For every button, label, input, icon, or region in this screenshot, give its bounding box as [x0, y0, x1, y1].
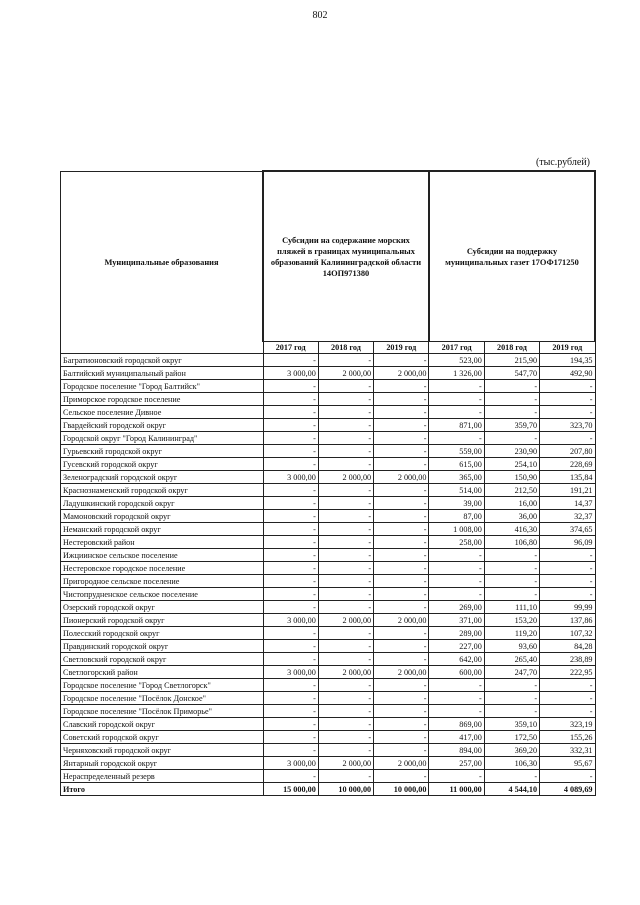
newspaper-subsidy-cell: 332,31 — [540, 744, 595, 757]
table-row — [61, 666, 596, 679]
beach-subsidy-cell: 15 000,00 — [263, 783, 318, 796]
newspaper-subsidy-cell: 87,00 — [429, 510, 484, 523]
beach-subsidy-cell: - — [374, 354, 429, 367]
newspaper-subsidy-cell: 135,84 — [540, 471, 595, 484]
newspaper-subsidy-cell: 547,70 — [484, 367, 539, 380]
beach-subsidy-cell: - — [318, 601, 373, 614]
header-beach-subsidies: Субсидии на содержание морских пляжей в границах муниципальных образований Калининградской области 14ОП971380 — [263, 171, 429, 342]
table-row — [61, 562, 596, 575]
beach-subsidy-cell: - — [263, 640, 318, 653]
municipality-name: Городское поселение "Город Светлогорск" — [61, 679, 264, 692]
newspaper-subsidy-cell: - — [484, 380, 539, 393]
newspaper-subsidy-cell: 215,90 — [484, 354, 539, 367]
municipality-name: Гвардейский городской округ — [61, 419, 264, 432]
municipality-name: Нестеровское городское поселение — [61, 562, 264, 575]
beach-subsidy-cell: - — [318, 406, 373, 419]
newspaper-subsidy-cell: - — [540, 770, 595, 783]
newspaper-subsidy-cell: 93,60 — [484, 640, 539, 653]
beach-subsidy-cell: - — [263, 458, 318, 471]
beach-subsidy-cell: - — [318, 653, 373, 666]
header-municipal: Муниципальные образования — [61, 171, 264, 354]
newspaper-subsidy-cell: - — [484, 588, 539, 601]
newspaper-subsidy-cell: 600,00 — [429, 666, 484, 679]
beach-subsidy-cell: - — [374, 588, 429, 601]
newspaper-subsidy-cell: - — [429, 679, 484, 692]
table-row — [61, 497, 596, 510]
beach-subsidy-cell: - — [263, 393, 318, 406]
table-row — [61, 354, 596, 367]
table-row — [61, 484, 596, 497]
beach-subsidy-cell: - — [374, 419, 429, 432]
beach-subsidy-cell: - — [374, 770, 429, 783]
beach-subsidy-cell: - — [318, 549, 373, 562]
newspaper-subsidy-cell: 257,00 — [429, 757, 484, 770]
table-row — [61, 471, 596, 484]
municipality-name: Зеленоградский городской округ — [61, 471, 264, 484]
newspaper-subsidy-cell: - — [429, 562, 484, 575]
newspaper-subsidy-cell: 269,00 — [429, 601, 484, 614]
table-row — [61, 588, 596, 601]
municipality-name: Пригородное сельское поселение — [61, 575, 264, 588]
beach-subsidy-cell: - — [263, 679, 318, 692]
newspaper-subsidy-cell: - — [540, 588, 595, 601]
table-row — [61, 731, 596, 744]
newspaper-subsidy-cell: 11 000,00 — [429, 783, 484, 796]
table-row — [61, 575, 596, 588]
beach-subsidy-cell: - — [374, 679, 429, 692]
beach-subsidy-cell: 3 000,00 — [263, 471, 318, 484]
newspaper-subsidy-cell: 869,00 — [429, 718, 484, 731]
municipality-name: Светловский городской округ — [61, 653, 264, 666]
municipality-name: Черняховский городской округ — [61, 744, 264, 757]
newspaper-subsidy-cell: 222,95 — [540, 666, 595, 679]
newspaper-subsidy-cell: - — [484, 770, 539, 783]
newspaper-subsidy-cell: - — [540, 562, 595, 575]
beach-subsidy-cell: - — [318, 705, 373, 718]
beach-subsidy-cell: - — [374, 731, 429, 744]
newspaper-subsidy-cell: - — [540, 393, 595, 406]
newspaper-subsidy-cell: - — [484, 692, 539, 705]
municipality-name: Балтийский муниципальный район — [61, 367, 264, 380]
year-header: 2017 год — [263, 342, 318, 354]
beach-subsidy-cell: - — [374, 497, 429, 510]
year-header: 2018 год — [484, 342, 539, 354]
newspaper-subsidy-cell: - — [429, 380, 484, 393]
municipality-name: Мамоновский городской округ — [61, 510, 264, 523]
newspaper-subsidy-cell: 96,09 — [540, 536, 595, 549]
newspaper-subsidy-cell: - — [484, 432, 539, 445]
beach-subsidy-cell: - — [263, 510, 318, 523]
newspaper-subsidy-cell: 247,70 — [484, 666, 539, 679]
municipality-name: Неманский городской округ — [61, 523, 264, 536]
beach-subsidy-cell: - — [263, 562, 318, 575]
newspaper-subsidy-cell: - — [429, 393, 484, 406]
municipality-name: Ладушкинский городской округ — [61, 497, 264, 510]
newspaper-subsidy-cell: 16,00 — [484, 497, 539, 510]
newspaper-subsidy-cell: 36,00 — [484, 510, 539, 523]
total-label: Итого — [61, 783, 264, 796]
newspaper-subsidy-cell: 514,00 — [429, 484, 484, 497]
table-body — [61, 354, 596, 796]
newspaper-subsidy-cell: 194,35 — [540, 354, 595, 367]
beach-subsidy-cell: - — [263, 731, 318, 744]
newspaper-subsidy-cell: 230,90 — [484, 445, 539, 458]
year-header: 2019 год — [374, 342, 429, 354]
year-header: 2019 год — [540, 342, 595, 354]
beach-subsidy-cell: - — [318, 770, 373, 783]
table-row — [61, 367, 596, 380]
newspaper-subsidy-cell: 289,00 — [429, 627, 484, 640]
newspaper-subsidy-cell: 107,32 — [540, 627, 595, 640]
beach-subsidy-cell: - — [374, 692, 429, 705]
beach-subsidy-cell: - — [374, 744, 429, 757]
newspaper-subsidy-cell: - — [429, 432, 484, 445]
newspaper-subsidy-cell: 492,90 — [540, 367, 595, 380]
newspaper-subsidy-cell: 4 089,69 — [540, 783, 595, 796]
beach-subsidy-cell: - — [318, 562, 373, 575]
beach-subsidy-cell: 2 000,00 — [318, 614, 373, 627]
newspaper-subsidy-cell: - — [429, 406, 484, 419]
beach-subsidy-cell: - — [318, 731, 373, 744]
beach-subsidy-cell: - — [374, 406, 429, 419]
beach-subsidy-cell: - — [374, 510, 429, 523]
newspaper-subsidy-cell: 323,70 — [540, 419, 595, 432]
newspaper-subsidy-cell: 84,28 — [540, 640, 595, 653]
beach-subsidy-cell: - — [318, 692, 373, 705]
newspaper-subsidy-cell: 374,65 — [540, 523, 595, 536]
beach-subsidy-cell: - — [318, 419, 373, 432]
beach-subsidy-cell: - — [374, 562, 429, 575]
beach-subsidy-cell: - — [374, 458, 429, 471]
newspaper-subsidy-cell: 1 326,00 — [429, 367, 484, 380]
newspaper-subsidy-cell: 207,80 — [540, 445, 595, 458]
municipality-name: Городской округ "Город Калининград" — [61, 432, 264, 445]
beach-subsidy-cell: - — [374, 653, 429, 666]
table-row — [61, 380, 596, 393]
newspaper-subsidy-cell: 359,10 — [484, 718, 539, 731]
municipality-name: Багратионовский городской округ — [61, 354, 264, 367]
table-row — [61, 679, 596, 692]
beach-subsidy-cell: 3 000,00 — [263, 614, 318, 627]
beach-subsidy-cell: - — [318, 380, 373, 393]
beach-subsidy-cell: - — [263, 770, 318, 783]
newspaper-subsidy-cell: - — [540, 575, 595, 588]
municipality-name: Правдинский городской округ — [61, 640, 264, 653]
subsidy-table — [60, 170, 596, 796]
municipality-name: Озерский городской округ — [61, 601, 264, 614]
beach-subsidy-cell: 2 000,00 — [374, 666, 429, 679]
beach-subsidy-cell: 2 000,00 — [318, 367, 373, 380]
beach-subsidy-cell: - — [374, 705, 429, 718]
beach-subsidy-cell: 2 000,00 — [374, 614, 429, 627]
newspaper-subsidy-cell: 99,99 — [540, 601, 595, 614]
beach-subsidy-cell: 10 000,00 — [318, 783, 373, 796]
beach-subsidy-cell: - — [318, 718, 373, 731]
newspaper-subsidy-cell: 172,50 — [484, 731, 539, 744]
beach-subsidy-cell: - — [263, 575, 318, 588]
newspaper-subsidy-cell: 871,00 — [429, 419, 484, 432]
beach-subsidy-cell: 2 000,00 — [374, 471, 429, 484]
table-row — [61, 419, 596, 432]
newspaper-subsidy-cell: - — [484, 549, 539, 562]
beach-subsidy-cell: - — [374, 432, 429, 445]
beach-subsidy-cell: - — [318, 523, 373, 536]
newspaper-subsidy-cell: 559,00 — [429, 445, 484, 458]
municipality-name: Пионерский городской округ — [61, 614, 264, 627]
table-row — [61, 692, 596, 705]
beach-subsidy-cell: 3 000,00 — [263, 757, 318, 770]
newspaper-subsidy-cell: - — [429, 575, 484, 588]
table-row — [61, 549, 596, 562]
municipality-name: Нестеровский район — [61, 536, 264, 549]
newspaper-subsidy-cell: - — [540, 549, 595, 562]
newspaper-subsidy-cell: 642,00 — [429, 653, 484, 666]
newspaper-subsidy-cell: 153,20 — [484, 614, 539, 627]
beach-subsidy-cell: - — [318, 458, 373, 471]
beach-subsidy-cell: - — [263, 406, 318, 419]
beach-subsidy-cell: 3 000,00 — [263, 666, 318, 679]
table-row — [61, 510, 596, 523]
beach-subsidy-cell: - — [374, 549, 429, 562]
newspaper-subsidy-cell: 137,86 — [540, 614, 595, 627]
newspaper-subsidy-cell: 212,50 — [484, 484, 539, 497]
beach-subsidy-cell: - — [263, 549, 318, 562]
newspaper-subsidy-cell: 95,67 — [540, 757, 595, 770]
table-row — [61, 614, 596, 627]
municipality-name: Сельское поселение Дивное — [61, 406, 264, 419]
table-row — [61, 653, 596, 666]
newspaper-subsidy-cell: 523,00 — [429, 354, 484, 367]
beach-subsidy-cell: - — [263, 744, 318, 757]
beach-subsidy-cell: - — [263, 432, 318, 445]
beach-subsidy-cell: - — [263, 601, 318, 614]
table-row — [61, 705, 596, 718]
newspaper-subsidy-cell: - — [484, 679, 539, 692]
newspaper-subsidy-cell: - — [429, 588, 484, 601]
year-header: 2018 год — [318, 342, 373, 354]
beach-subsidy-cell: - — [263, 497, 318, 510]
beach-subsidy-cell: - — [318, 484, 373, 497]
newspaper-subsidy-cell: - — [484, 575, 539, 588]
beach-subsidy-cell: 2 000,00 — [318, 471, 373, 484]
beach-subsidy-cell: 10 000,00 — [374, 783, 429, 796]
beach-subsidy-cell: - — [263, 445, 318, 458]
newspaper-subsidy-cell: 228,69 — [540, 458, 595, 471]
municipality-name: Полесский городской округ — [61, 627, 264, 640]
table-row — [61, 718, 596, 731]
beach-subsidy-cell: - — [318, 679, 373, 692]
municipality-name: Гусевский городской округ — [61, 458, 264, 471]
beach-subsidy-cell: - — [374, 380, 429, 393]
newspaper-subsidy-cell: - — [540, 679, 595, 692]
newspaper-subsidy-cell: 111,10 — [484, 601, 539, 614]
table-row — [61, 744, 596, 757]
beach-subsidy-cell: - — [318, 627, 373, 640]
table-row — [61, 627, 596, 640]
newspaper-subsidy-cell: 119,20 — [484, 627, 539, 640]
beach-subsidy-cell: - — [374, 484, 429, 497]
newspaper-subsidy-cell: - — [429, 549, 484, 562]
table-row — [61, 406, 596, 419]
beach-subsidy-cell: - — [318, 432, 373, 445]
newspaper-subsidy-cell: 359,70 — [484, 419, 539, 432]
beach-subsidy-cell: - — [263, 536, 318, 549]
municipality-name: Славский городской округ — [61, 718, 264, 731]
newspaper-subsidy-cell: 369,20 — [484, 744, 539, 757]
newspaper-subsidy-cell: 39,00 — [429, 497, 484, 510]
total-row — [61, 783, 596, 796]
municipality-name: Городское поселение "Посёлок Донское" — [61, 692, 264, 705]
table-row — [61, 757, 596, 770]
table-row — [61, 445, 596, 458]
newspaper-subsidy-cell: 254,10 — [484, 458, 539, 471]
page-number: 802 — [312, 10, 328, 21]
beach-subsidy-cell: - — [318, 354, 373, 367]
table-row — [61, 523, 596, 536]
beach-subsidy-cell: - — [263, 484, 318, 497]
newspaper-subsidy-cell: 1 008,00 — [429, 523, 484, 536]
table-row — [61, 432, 596, 445]
newspaper-subsidy-cell: - — [484, 393, 539, 406]
beach-subsidy-cell: - — [318, 575, 373, 588]
table-row — [61, 770, 596, 783]
municipality-name: Краснознаменский городской округ — [61, 484, 264, 497]
municipality-name: Нераспределенный резерв — [61, 770, 264, 783]
beach-subsidy-cell: - — [263, 588, 318, 601]
newspaper-subsidy-cell: 106,30 — [484, 757, 539, 770]
beach-subsidy-cell: - — [263, 705, 318, 718]
beach-subsidy-cell: - — [318, 497, 373, 510]
newspaper-subsidy-cell: - — [540, 406, 595, 419]
table-row — [61, 393, 596, 406]
municipality-name: Янтарный городской округ — [61, 757, 264, 770]
newspaper-subsidy-cell: - — [540, 380, 595, 393]
newspaper-subsidy-cell: 4 544,10 — [484, 783, 539, 796]
municipality-name: Городское поселение "Город Балтийск" — [61, 380, 264, 393]
newspaper-subsidy-cell: - — [484, 406, 539, 419]
beach-subsidy-cell: - — [374, 393, 429, 406]
newspaper-subsidy-cell: 238,89 — [540, 653, 595, 666]
beach-subsidy-cell: - — [263, 354, 318, 367]
newspaper-subsidy-cell: 227,00 — [429, 640, 484, 653]
newspaper-subsidy-cell: 615,00 — [429, 458, 484, 471]
newspaper-subsidy-cell: - — [540, 705, 595, 718]
beach-subsidy-cell: - — [263, 627, 318, 640]
beach-subsidy-cell: - — [263, 380, 318, 393]
beach-subsidy-cell: 2 000,00 — [318, 666, 373, 679]
beach-subsidy-cell: - — [318, 588, 373, 601]
newspaper-subsidy-cell: - — [484, 562, 539, 575]
newspaper-subsidy-cell: - — [540, 692, 595, 705]
newspaper-subsidy-cell: 265,40 — [484, 653, 539, 666]
newspaper-subsidy-cell: 14,37 — [540, 497, 595, 510]
newspaper-subsidy-cell: - — [484, 705, 539, 718]
newspaper-subsidy-cell: 155,26 — [540, 731, 595, 744]
newspaper-subsidy-cell: 371,00 — [429, 614, 484, 627]
beach-subsidy-cell: 2 000,00 — [374, 757, 429, 770]
newspaper-subsidy-cell: 417,00 — [429, 731, 484, 744]
beach-subsidy-cell: - — [263, 653, 318, 666]
newspaper-subsidy-cell: 258,00 — [429, 536, 484, 549]
table-row — [61, 536, 596, 549]
beach-subsidy-cell: - — [374, 523, 429, 536]
municipality-name: Советский городской округ — [61, 731, 264, 744]
newspaper-subsidy-cell: 191,21 — [540, 484, 595, 497]
beach-subsidy-cell: - — [318, 536, 373, 549]
municipality-name: Ижциинское сельское поселение — [61, 549, 264, 562]
municipality-name: Гурьевский городской округ — [61, 445, 264, 458]
newspaper-subsidy-cell: - — [429, 705, 484, 718]
beach-subsidy-cell: 2 000,00 — [374, 367, 429, 380]
newspaper-subsidy-cell: - — [429, 692, 484, 705]
newspaper-subsidy-cell: 416,30 — [484, 523, 539, 536]
newspaper-subsidy-cell: - — [540, 432, 595, 445]
beach-subsidy-cell: 2 000,00 — [318, 757, 373, 770]
municipality-name: Городское поселение "Посёлок Приморье" — [61, 705, 264, 718]
table-row — [61, 458, 596, 471]
beach-subsidy-cell: - — [263, 718, 318, 731]
beach-subsidy-cell: - — [318, 744, 373, 757]
header-newspaper-subsidies: Субсидии на поддержку муниципальных газет 17ОФ171250 — [429, 171, 595, 342]
newspaper-subsidy-cell: - — [429, 770, 484, 783]
newspaper-subsidy-cell: 323,19 — [540, 718, 595, 731]
newspaper-subsidy-cell: 894,00 — [429, 744, 484, 757]
beach-subsidy-cell: - — [374, 536, 429, 549]
newspaper-subsidy-cell: 32,37 — [540, 510, 595, 523]
beach-subsidy-cell: - — [374, 575, 429, 588]
beach-subsidy-cell: - — [318, 445, 373, 458]
municipality-name: Чистопрудненское сельское поселение — [61, 588, 264, 601]
beach-subsidy-cell: - — [374, 640, 429, 653]
beach-subsidy-cell: - — [374, 627, 429, 640]
beach-subsidy-cell: - — [263, 692, 318, 705]
beach-subsidy-cell: 3 000,00 — [263, 367, 318, 380]
year-header: 2017 год — [429, 342, 484, 354]
newspaper-subsidy-cell: 365,00 — [429, 471, 484, 484]
beach-subsidy-cell: - — [263, 419, 318, 432]
beach-subsidy-cell: - — [374, 445, 429, 458]
units-label: (тыс.рублей) — [535, 157, 590, 168]
table-row — [61, 640, 596, 653]
municipality-name: Светлогорский район — [61, 666, 264, 679]
newspaper-subsidy-cell: 150,90 — [484, 471, 539, 484]
beach-subsidy-cell: - — [374, 601, 429, 614]
table-row — [61, 601, 596, 614]
beach-subsidy-cell: - — [318, 393, 373, 406]
beach-subsidy-cell: - — [318, 640, 373, 653]
beach-subsidy-cell: - — [263, 523, 318, 536]
municipality-name: Приморское городское поселение — [61, 393, 264, 406]
newspaper-subsidy-cell: 106,80 — [484, 536, 539, 549]
beach-subsidy-cell: - — [318, 510, 373, 523]
beach-subsidy-cell: - — [374, 718, 429, 731]
